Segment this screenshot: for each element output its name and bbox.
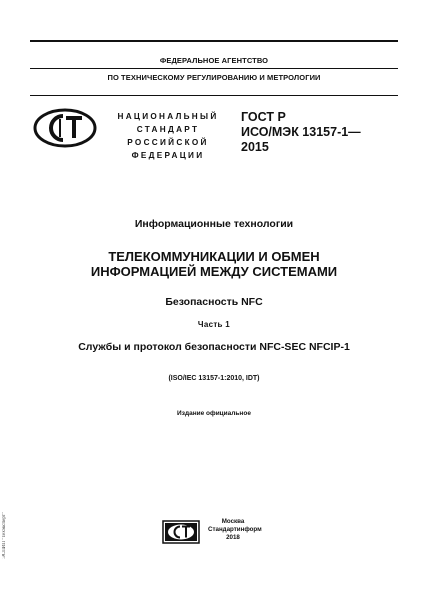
agency-name-line1: ФЕДЕРАЛЬНОЕ АГЕНТСТВО (159, 56, 269, 65)
main-title (30, 249, 398, 279)
agency-name-line2: ПО ТЕХНИЧЕСКОМУ РЕГУЛИРОВАНИЮ И МЕТРОЛОГИИ (107, 73, 321, 82)
part-title: Службы и протокол безопасности NFC-SEC NFCIP-1 (78, 341, 350, 353)
designation-line: ИСО/МЭК 13157-1— (241, 125, 361, 139)
side-watermark-text: ЭСПИП "Техэксперт" (2, 512, 7, 559)
agency-divider (30, 68, 398, 69)
designation-line: ГОСТ Р (241, 110, 286, 124)
top-rule (30, 40, 398, 42)
publisher-line: Стандартинформ (208, 526, 262, 533)
general-title: Информационные технологии (134, 218, 294, 230)
subtitle: Безопасность NFC (165, 296, 263, 308)
publisher-line: Москва (221, 518, 245, 525)
rst-certification-logo-icon (33, 108, 97, 148)
national-standard-line: СТАНДАРТ (136, 125, 200, 134)
standard-designation (241, 110, 361, 155)
national-standard-line: НАЦИОНАЛЬНЫЙ (117, 112, 219, 121)
part-number: Часть 1 (197, 320, 231, 329)
publisher-info (208, 518, 262, 542)
iso-equivalence: (ISO/IEC 13157-1:2010, IDT) (168, 375, 260, 382)
national-standard-line: ФЕДЕРАЦИИ (131, 151, 205, 160)
standartinform-logo-icon (162, 520, 200, 544)
national-standard-line: РОССИЙСКОЙ (127, 138, 209, 147)
publisher-line: 2018 (226, 534, 240, 541)
main-title-line: ИНФОРМАЦИЕЙ МЕЖДУ СИСТЕМАМИ (90, 264, 338, 279)
header-bottom-rule (30, 95, 398, 96)
edition-label: Издание официальное (177, 410, 251, 417)
national-standard-label (112, 110, 224, 162)
designation-line: 2015 (241, 140, 269, 154)
main-title-line: ТЕЛЕКОММУНИКАЦИИ И ОБМЕН (108, 249, 320, 264)
